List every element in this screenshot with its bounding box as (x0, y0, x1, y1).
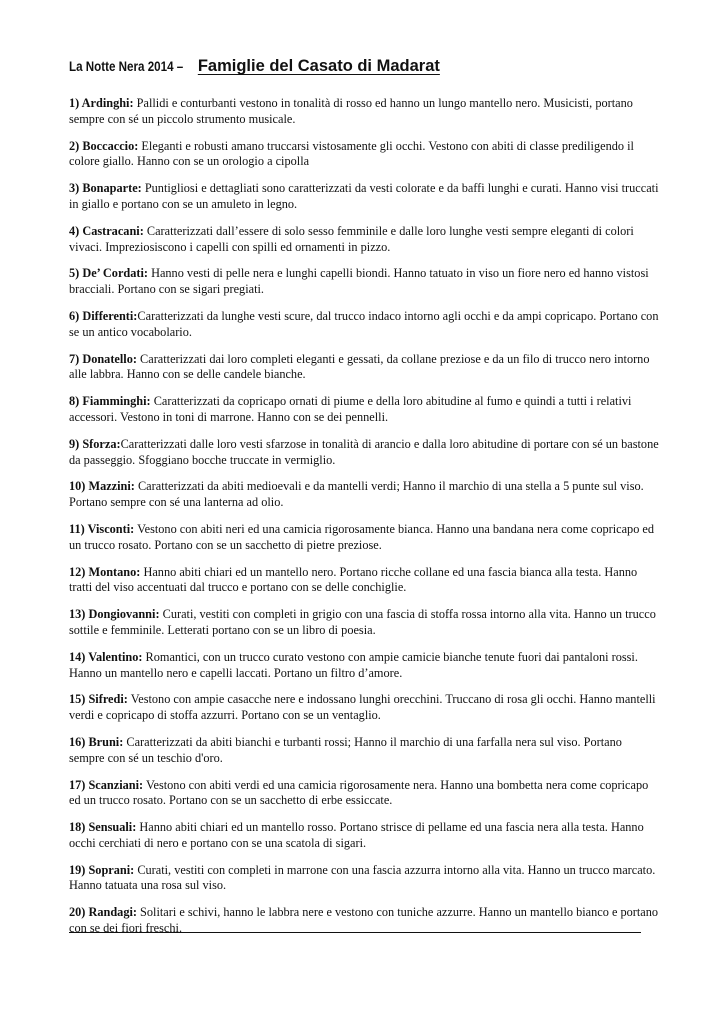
family-entry-dongiovanni (69, 607, 659, 639)
family-description: Caratterizzati dai loro completi eleganti e gessati, da collane preziose e da un filo di trucco nero intorno alle labbra. Hanno con se delle candele bianche. (69, 351, 650, 382)
family-name: 5) De’ Cordati: (69, 266, 148, 281)
family-name: 1) Ardinghi: (69, 96, 134, 110)
family-name: 16) Bruni: (69, 734, 124, 749)
family-name: 4) Castracani: (69, 223, 144, 238)
family-entry-sensuali (69, 820, 659, 852)
page-title (69, 48, 659, 79)
family-description: Romantici, con un trucco curato vestono con ampie camicie bianche tenute fuori dai pantaloni rossi. Hanno un mantello nero e capelli laccati. Portano un filtro d’amore. (69, 649, 638, 680)
family-entry-donatello (69, 352, 659, 384)
family-name: 14) Valentino: (69, 649, 143, 664)
family-description: Caratterizzati da lunghe vesti scure, dal trucco indaco intorno agli occhi e da ampi copricapo. Portano con se un antico vocabolario. (69, 308, 659, 339)
family-name: 15) Sifredi: (69, 692, 128, 707)
family-description: Caratterizzati dall’essere di solo sesso femminile e dalle loro lunghe vesti sempre eleganti di colori vivaci. Impreziosiscono i capelli con spilli ed ornamenti in pizzo. (69, 223, 634, 254)
family-description: Curati, vestiti con completi in marrone con una fascia azzurra intorno alla vita. Hanno un trucco marcato. Hanno tatuata una rosa sul viso. (69, 862, 656, 893)
family-name: 12) Montano: (69, 564, 141, 579)
family-description: Hanno abiti chiari ed un mantello rosso. Portano strisce di pellame ed una fascia nera alla testa. Hanno occhi cerchiati di nero e portano con se una scatola di sigari. (69, 820, 644, 850)
family-description: Vestono con ampie casacche nere e indossano lunghi orecchini. Truccano di rosa gli occhi. Hanno mantelli verdi e copricapo di stoffa azzurri. Portano con se un ventaglio. (69, 692, 656, 723)
family-name: 10) Mazzini: (69, 479, 135, 494)
family-description: Eleganti e robusti amano truccarsi vistosamente gli occhi. Vestono con abiti di classe prediligendo il colore giallo. Hanno con se un orologio a cipolla (69, 138, 634, 169)
family-entry-sforza (69, 437, 659, 469)
family-description: Curati, vestiti con completi in grigio con una fascia di stoffa rossa intorno alla vita. Hanno un trucco sottile e femminile. Letterati portano con se un libro di poesia. (69, 607, 656, 637)
family-entry-sifredi (69, 692, 659, 724)
family-list (69, 96, 659, 937)
family-name: 11) Visconti: (69, 521, 135, 536)
family-name: 2) Boccaccio: (69, 138, 139, 153)
document-page (69, 48, 659, 937)
family-name: 9) Sforza: (69, 436, 121, 451)
family-description: Pallidi e conturbanti vestono in tonalità di rosso ed hanno un lungo mantello nero. Musicisti, portano sempre con sé un piccolo strumento musicale. (69, 96, 633, 126)
family-entry-bruni (69, 735, 659, 767)
family-entry-scanziani (69, 778, 659, 810)
family-description: Caratterizzati da abiti bianchi e turbanti rossi; Hanno il marchio di una farfalla nera sul viso. Portano sempre con sé un teschio d'oro. (69, 734, 622, 765)
family-entry-valentino (69, 650, 659, 682)
family-entry-montano (69, 565, 659, 597)
family-description: Caratterizzati dalle loro vesti sfarzose in tonalità di arancio e dalla loro abitudine di portare con sé un bastone da passeggio. Sfoggiano bocche truccate in vermiglio. (69, 436, 659, 467)
family-entry-soprani (69, 863, 659, 895)
family-description: Hanno abiti chiari ed un mantello nero. Portano ricche collane ed una fascia bianca alla testa. Hanno tratti del viso accentuati dal trucco e portano con se delle conchiglie. (69, 564, 638, 595)
family-description: Solitari e schivi, hanno le labbra nere e vestono con tuniche azzurre. Hanno un mantello bianco e portano con se dei fiori freschi. (69, 905, 659, 936)
family-entry-ardinghi (69, 96, 659, 128)
family-name: 3) Bonaparte: (69, 181, 142, 196)
title-main: Famiglie del Casato di Madarat (197, 57, 440, 75)
bottom-divider (69, 932, 641, 933)
family-entry-de-cordati (69, 266, 659, 298)
family-name: 6) Differenti: (69, 308, 138, 323)
family-description: Puntigliosi e dettagliati sono caratterizzati da vesti colorate e da baffi lunghi e curati. Hanno visi truccati in giallo e portano con se un amuleto in legno. (69, 181, 659, 211)
family-entry-fiamminghi (69, 394, 659, 426)
family-name: 8) Fiamminghi: (69, 394, 151, 409)
family-description: Caratterizzati da abiti medioevali e da mantelli verdi; Hanno il marchio di una stella a 5 punte sul viso. Portano sempre con sé una lanterna ad olio. (69, 479, 644, 510)
family-entry-bonaparte (69, 181, 659, 213)
family-name: 18) Sensuali: (69, 820, 137, 835)
family-entry-castracani (69, 224, 659, 256)
family-entry-mazzini (69, 479, 659, 511)
family-entry-visconti (69, 522, 659, 554)
family-name: 13) Dongiovanni: (69, 607, 160, 622)
family-name: 20) Randagi: (69, 905, 137, 920)
family-description: Vestono con abiti neri ed una camicia rigorosamente bianca. Hanno una bandana nera come copricapo ed un trucco rosato. Portano con se un sacchetto di pietre preziose. (69, 521, 655, 552)
family-description: Caratterizzati da copricapo ornati di piume e della loro abitudine al fumo e quindi a tutti i relativi accessori. Vestono in toni di marrone. Hanno con se dei pennelli. (69, 394, 632, 424)
family-entry-differenti (69, 309, 659, 341)
family-description: Vestono con abiti verdi ed una camicia rigorosamente nera. Hanno una bombetta nera come copricapo ed un trucco rosato. Portano con se un sacchetto di erbe essiccate. (69, 777, 649, 808)
family-name: 17) Scanziani: (69, 777, 144, 792)
title-prefix: La Notte Nera 2014 – (69, 59, 184, 74)
family-description: Hanno vesti di pelle nera e lunghi capelli biondi. Hanno tatuato in viso un fiore nero ed hanno vistosi bracciali. Portano con se sigari pregiati. (69, 266, 649, 297)
family-name: 7) Donatello: (69, 351, 137, 366)
family-name: 19) Soprani: (69, 862, 135, 877)
family-entry-boccaccio (69, 139, 659, 171)
